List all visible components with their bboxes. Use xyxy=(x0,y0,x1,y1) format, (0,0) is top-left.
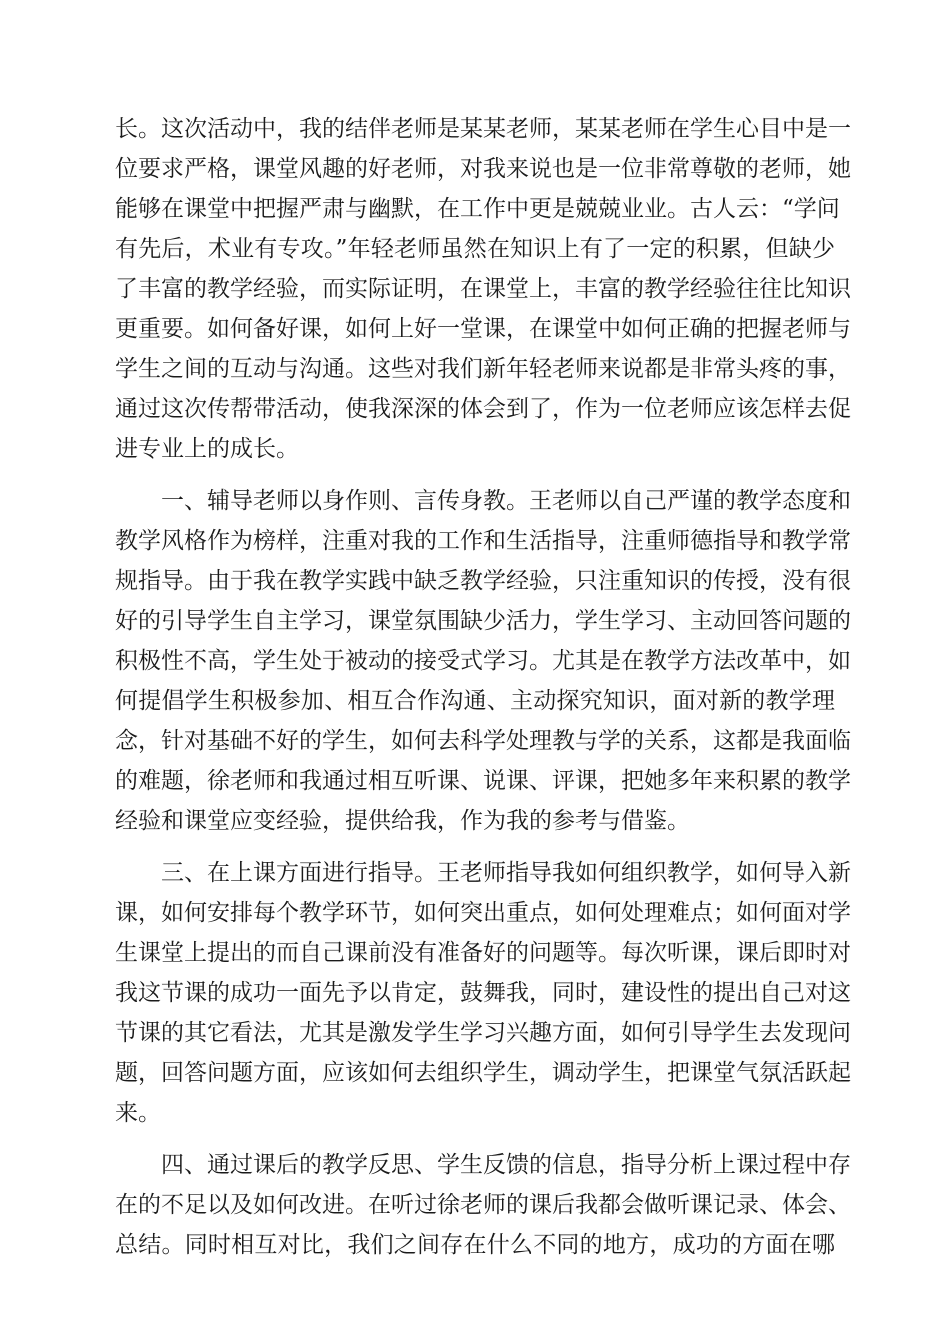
paragraph-4-line-3: 总结。同时相互对比，我们之间存在什么不同的地方，成功的方面在哪 xyxy=(115,1232,835,1258)
paragraph-3-line-1: 三、在上课方面进行指导。王老师指导我如何组织教学，如何导入新 xyxy=(161,860,851,886)
paragraph-1-line-1: 长。这次活动中，我的结伴老师是某某老师，某某老师在学生心目中是一 xyxy=(115,116,851,142)
paragraph-2-line-5: 积极性不高，学生处于被动的接受式学习。尤其是在教学方法改革中，如 xyxy=(115,648,851,674)
paragraph-1-line-5: 了丰富的教学经验，而实际证明，在课堂上，丰富的教学经验往往比知识 xyxy=(115,276,851,302)
paragraph-2-line-8: 的难题，徐老师和我通过相互听课、说课、评课，把她多年来积累的教学 xyxy=(115,768,851,794)
paragraph-2-line-3: 规指导。由于我在教学实践中缺乏教学经验，只注重知识的传授，没有很 xyxy=(115,568,851,594)
paragraph-3-line-6: 题，回答问题方面，应该如何去组织学生，调动学生，把课堂气氛活跃起 xyxy=(115,1060,851,1086)
paragraph-2-line-1: 一、辅导老师以身作则、言传身教。王老师以自己严谨的教学态度和 xyxy=(161,488,851,514)
paragraph-2-line-9: 经验和课堂应变经验，提供给我，作为我的参考与借鉴。 xyxy=(115,808,690,834)
paragraph-2-line-2: 教学风格作为榜样，注重对我的工作和生活指导，注重师德指导和教学常 xyxy=(115,528,851,554)
paragraph-1-line-8: 通过这次传帮带活动，使我深深的体会到了，作为一位老师应该怎样去促 xyxy=(115,396,851,422)
paragraph-2-line-7: 念，针对基础不好的学生，如何去科学处理教与学的关系，这都是我面临 xyxy=(115,728,851,754)
paragraph-1-line-2: 位要求严格，课堂风趣的好老师，对我来说也是一位非常尊敬的老师，她 xyxy=(115,156,851,182)
paragraph-3-line-3: 生课堂上提出的而自己课前没有准备好的问题等。每次听课，课后即时对 xyxy=(115,940,851,966)
paragraph-2-line-4: 好的引导学生自主学习，课堂氛围缺少活力，学生学习、主动回答问题的 xyxy=(115,608,851,634)
paragraph-4-line-2: 在的不足以及如何改进。在听过徐老师的课后我都会做听课记录、体会、 xyxy=(115,1192,851,1218)
paragraph-2-line-6: 何提倡学生积极参加、相互合作沟通、主动探究知识，面对新的教学理 xyxy=(115,688,835,714)
paragraph-1-line-3: 能够在课堂中把握严肃与幽默，在工作中更是兢兢业业。古人云：“学问 xyxy=(115,196,840,222)
paragraph-3-line-4: 我这节课的成功一面先予以肯定，鼓舞我，同时，建设性的提出自己对这 xyxy=(115,980,851,1006)
paragraph-1-line-4: 有先后，术业有专攻。”年轻老师虽然在知识上有了一定的积累，但缺少 xyxy=(115,236,835,262)
paragraph-1-line-9: 进专业上的成长。 xyxy=(115,436,299,462)
paragraph-1-line-6: 更重要。如何备好课，如何上好一堂课，在课堂中如何正确的把握老师与 xyxy=(115,316,851,342)
paragraph-3-line-5: 节课的其它看法，尤其是激发学生学习兴趣方面，如何引导学生去发现问 xyxy=(115,1020,851,1046)
paragraph-3-line-7: 来。 xyxy=(115,1100,161,1126)
paragraph-1-line-7: 学生之间的互动与沟通。这些对我们新年轻老师来说都是非常头疼的事， xyxy=(115,356,851,382)
paragraph-3-line-2: 课，如何安排每个教学环节，如何突出重点，如何处理难点；如何面对学 xyxy=(115,900,851,926)
paragraph-4-line-1: 四、通过课后的教学反思、学生反馈的信息，指导分析上课过程中存 xyxy=(161,1152,851,1178)
